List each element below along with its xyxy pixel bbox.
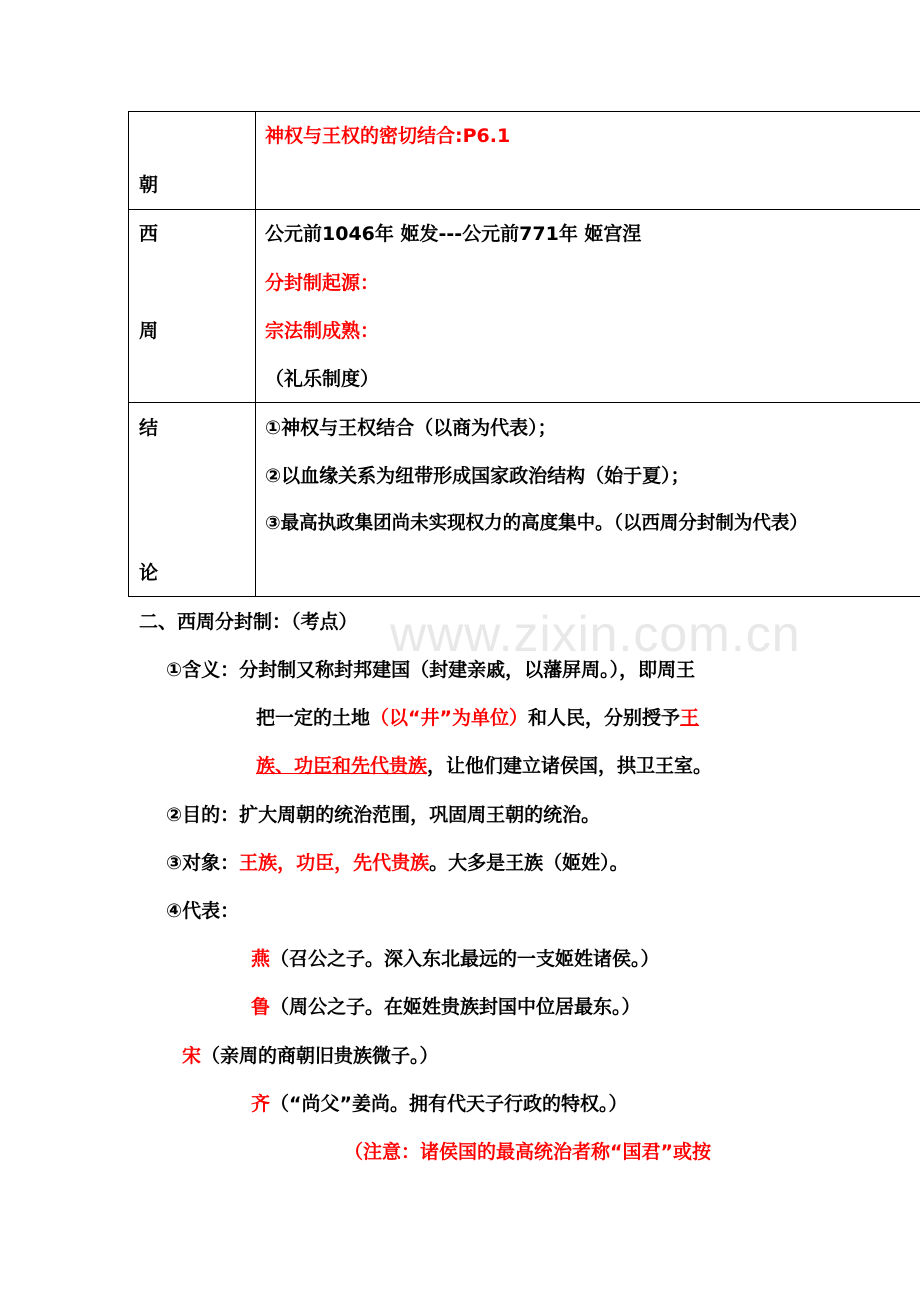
representative-item: [251, 947, 660, 971]
objects-highlight: 王族，功臣，先代贵族: [239, 852, 430, 874]
representative-item: [251, 1092, 628, 1116]
row-content-line: ②以血缘关系为纽带形成国家政治结构（始于夏）；: [265, 465, 690, 487]
meaning-text: 把一定的土地: [256, 707, 371, 729]
meaning-text: 分封制又称封邦建国（封建亲戚，以藩屏周。），即周王: [239, 659, 696, 681]
meaning-line-3: [256, 754, 712, 778]
meaning-highlight: 王: [680, 707, 700, 729]
objects-text: 。大多是王族（姬姓）。: [429, 852, 629, 874]
row-content-line: （礼乐制度）: [265, 368, 380, 390]
state-desc: （周公之子。在姬姓贵族封国中位居最东。）: [270, 996, 641, 1018]
meaning-unit-note: （以“井”为单位）: [370, 707, 528, 729]
state-name: 宋: [182, 1045, 202, 1067]
row-content-line: ①神权与王权结合（以商为代表）；: [265, 417, 557, 439]
table-row-divider: [128, 402, 920, 403]
meaning-highlight: 族、功臣和先代贵族: [256, 755, 428, 777]
row-content-line: ③最高执政集团尚未实现权力的高度集中。（以西周分封制为代表）: [265, 513, 808, 534]
row-content-line: [265, 124, 510, 148]
table-border-top: [128, 111, 920, 112]
row-content-line: 分封制起源：: [265, 272, 380, 294]
state-name: 鲁: [251, 996, 271, 1018]
row-label-char: 论: [139, 562, 159, 584]
meaning-line-2: [256, 706, 699, 730]
state-desc: （“尚父”姜尚。拥有代天子行政的特权。）: [270, 1093, 628, 1115]
row-label-char: 周: [139, 320, 159, 342]
meaning-text: ，让他们建立诸侯国，拱卫王室。: [427, 755, 713, 777]
representatives-label: ④代表：: [166, 900, 240, 922]
objects-label: ③对象：: [166, 852, 240, 874]
watermark: www.zixin.com.cn: [390, 606, 801, 662]
objects-line: [166, 851, 629, 875]
section-heading: 二、西周分封制：（考点）: [139, 611, 358, 633]
representative-item: [251, 995, 641, 1019]
history-table: [0, 0, 920, 600]
table-row-divider: [128, 209, 920, 210]
purpose-line: ②目的：扩大周朝的统治范围，巩固周王朝的统治。: [166, 804, 601, 826]
note-line: （注意：诸侯国的最高统治者称“国君”或按: [344, 1141, 711, 1163]
row-label-char: 西: [139, 223, 159, 245]
state-name: 齐: [251, 1093, 271, 1115]
representative-item: [182, 1044, 439, 1068]
row-label-char: 结: [139, 417, 159, 439]
table-column-divider: [255, 111, 256, 597]
state-desc: （召公之子。深入东北最远的一支姬姓诸侯。）: [270, 948, 660, 970]
state-name: 燕: [251, 948, 271, 970]
meaning-label: ①含义：: [166, 659, 240, 681]
row-label-char: 朝: [139, 174, 159, 196]
meaning-line-1: [166, 658, 695, 682]
row-content-line: 宗法制成熟：: [265, 320, 380, 342]
row-content-text: 神权与王权的密切结合:P6.1: [265, 125, 511, 147]
row-content-line: 公元前1046年 姬发---公元前771年 姬宫涅: [265, 223, 642, 245]
meaning-text: 和人民，分别授予: [528, 707, 681, 729]
table-border-left: [128, 111, 129, 597]
state-desc: （亲周的商朝旧贵族微子。）: [201, 1045, 439, 1067]
table-border-bottom: [128, 596, 920, 597]
